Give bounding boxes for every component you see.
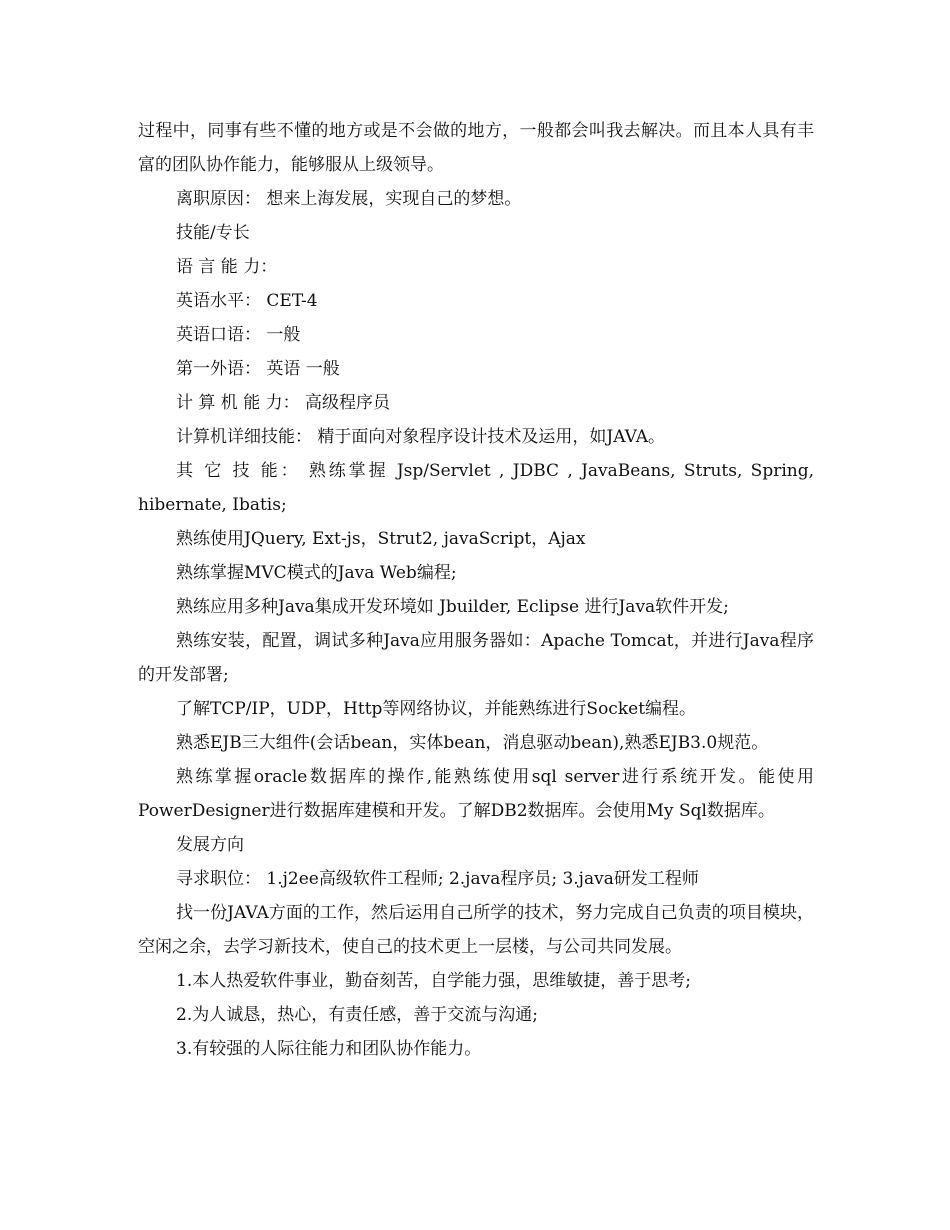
paragraph-ejb-skills: 熟悉EJB三大组件(会话bean，实体bean，消息驱动bean),熟悉EJB3.0规范。 [176,733,769,753]
section-heading-skills: 技能/专长 [176,223,250,243]
paragraph-english-speaking: 英语口语： 一般 [176,325,301,345]
paragraph-mvc-skills: 熟练掌握MVC模式的Java Web编程; [176,563,457,583]
paragraph-server-skills: 熟练安装，配置，调试多种Java应用服务器如：Apache Tomcat，并进行Java程序的开发部署; [138,631,814,685]
paragraph-first-foreign-language: 第一外语： 英语 一般 [176,359,340,379]
paragraph-desired-positions: 寻求职位： 1.j2ee高级软件工程师; 2.java程序员; 3.java研发工程师 [176,869,699,889]
paragraph-work-experience-tail: 过程中，同事有些不懂的地方或是不会做的地方，一般都会叫我去解决。而且本人具有丰富的团队协作能力，能够服从上级领导。 [138,121,814,175]
document-body [138,114,814,1066]
paragraph-trait-3: 3.有较强的人际往能力和团队协作能力。 [176,1039,482,1059]
paragraph-language-ability: 语 言 能 力： [176,257,278,277]
section-heading-development-direction: 发展方向 [176,835,244,855]
paragraph-leaving-reason: 离职原因： 想来上海发展，实现自己的梦想。 [176,189,522,209]
paragraph-career-goal: 找一份JAVA方面的工作，然后运用自己所学的技术，努力完成自己负责的项目模块，空闲之余，去学习新技术，使自己的技术更上一层楼，与公司共同发展。 [138,903,814,957]
paragraph-trait-2: 2.为人诚恳，热心，有责任感，善于交流与沟通; [176,1005,538,1025]
paragraph-jquery-skills: 熟练使用JQuery, Ext-js，Strut2, javaScript，Ajax [176,529,586,549]
paragraph-database-skills: 熟练掌握oracle数据库的操作,能熟练使用sql server进行系统开发。能使用PowerDesigner进行数据库建模和开发。了解DB2数据库。会使用My Sql数据库。 [138,767,814,821]
paragraph-computer-ability: 计 算 机 能 力： 高级程序员 [176,393,391,413]
paragraph-ide-skills: 熟练应用多种Java集成开发环境如 Jbuilder, Eclipse 进行Java软件开发; [176,597,729,617]
paragraph-other-skills: 其 它 技 能： 熟练掌握 Jsp/Servlet , JDBC , JavaBeans, Struts, Spring, hibernate, Ibatis; [138,461,814,515]
paragraph-english-level: 英语水平： CET-4 [176,291,318,311]
paragraph-computer-detailed-skills: 计算机详细技能： 精于面向对象程序设计技术及运用，如JAVA。 [176,427,666,447]
paragraph-network-skills: 了解TCP/IP，UDP，Http等网络协议，并能熟练进行Socket编程。 [176,699,697,719]
paragraph-trait-1: 1.本人热爱软件事业，勤奋刻苦，自学能力强，思维敏捷，善于思考; [176,971,691,991]
